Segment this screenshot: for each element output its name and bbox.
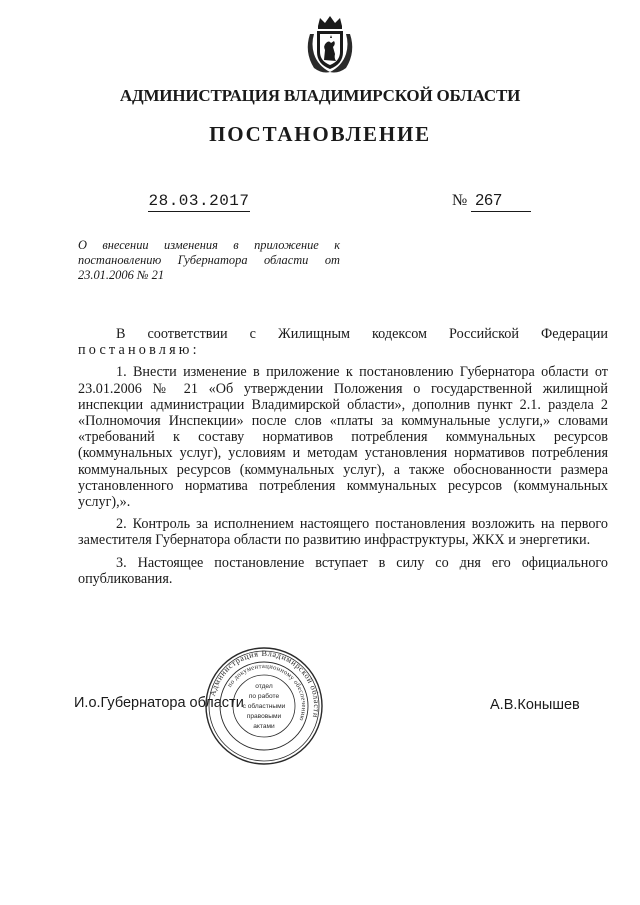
svg-text:с областными: с областными [242, 703, 286, 710]
document-body [78, 326, 608, 587]
document-number-block [452, 192, 531, 212]
number-prefix: № [452, 192, 468, 209]
signatory-position: И.о.Губернатора области [74, 695, 244, 711]
svg-text:отдел: отдел [255, 683, 273, 690]
item-2-text: 2. Контроль за исполнением настоящего постановления возложить на первого заместителя Губернатора области по развитию инфраструктуры, ЖКХ и энергетики. [78, 516, 608, 549]
subject-line: О внесении изменения в приложение к [78, 238, 340, 252]
preamble-text: В соответствии с Жилищным кодексом Российской Федерации [116, 326, 608, 342]
organization-title: АДМИНИСТРАЦИЯ ВЛАДИМИРСКОЙ ОБЛАСТИ [119, 86, 521, 105]
svg-text:по работе: по работе [248, 693, 280, 700]
official-stamp [204, 646, 324, 766]
document-type-title: ПОСТАНОВЛЕНИЕ [209, 122, 431, 146]
signatory-name: А.В.Конышев [490, 697, 580, 713]
document-date: 28.03.2017 [148, 192, 250, 210]
subject-line: постановлению Губернатора области от [78, 253, 340, 267]
svg-text:Администрация Владимирской обл: Администрация Владимирской области [207, 648, 322, 719]
svg-text:актами: актами [253, 723, 275, 730]
item-3-text: 3. Настоящее постановление вступает в силу со дня его официального опубликования. [78, 554, 608, 587]
svg-text:по документационному обеспечен: по документационному обеспечению [226, 662, 308, 722]
coat-of-arms-emblem [300, 14, 360, 76]
document-number: 267 [471, 192, 531, 212]
item-1-text: 1. Внести изменение в приложение к постановлению Губернатора области от 23.01.2006 № 21 «Об утверждении Положения о государственной жилищной инспекции администрации Владимирской области», дополнив пункт 2.1. раздела 2 «Полномочия Инспекции» после слов «платы за коммунальные услуги,» словами «требований к составу нормативов потребления коммунальных ресурсов (коммунальных услуг), условиям и методам установления нормативов потребления коммунальных ресурсов (коммунальных услуг), а также обоснованности размера установленного норматива потребления коммунальных ресурсов (коммунальных услуг),». [78, 364, 608, 511]
document-subject [78, 238, 340, 283]
subject-line: 23.01.2006 № 21 [78, 268, 165, 282]
decree-word: постановляю: [78, 342, 200, 359]
svg-text:правовыми: правовыми [246, 713, 282, 720]
